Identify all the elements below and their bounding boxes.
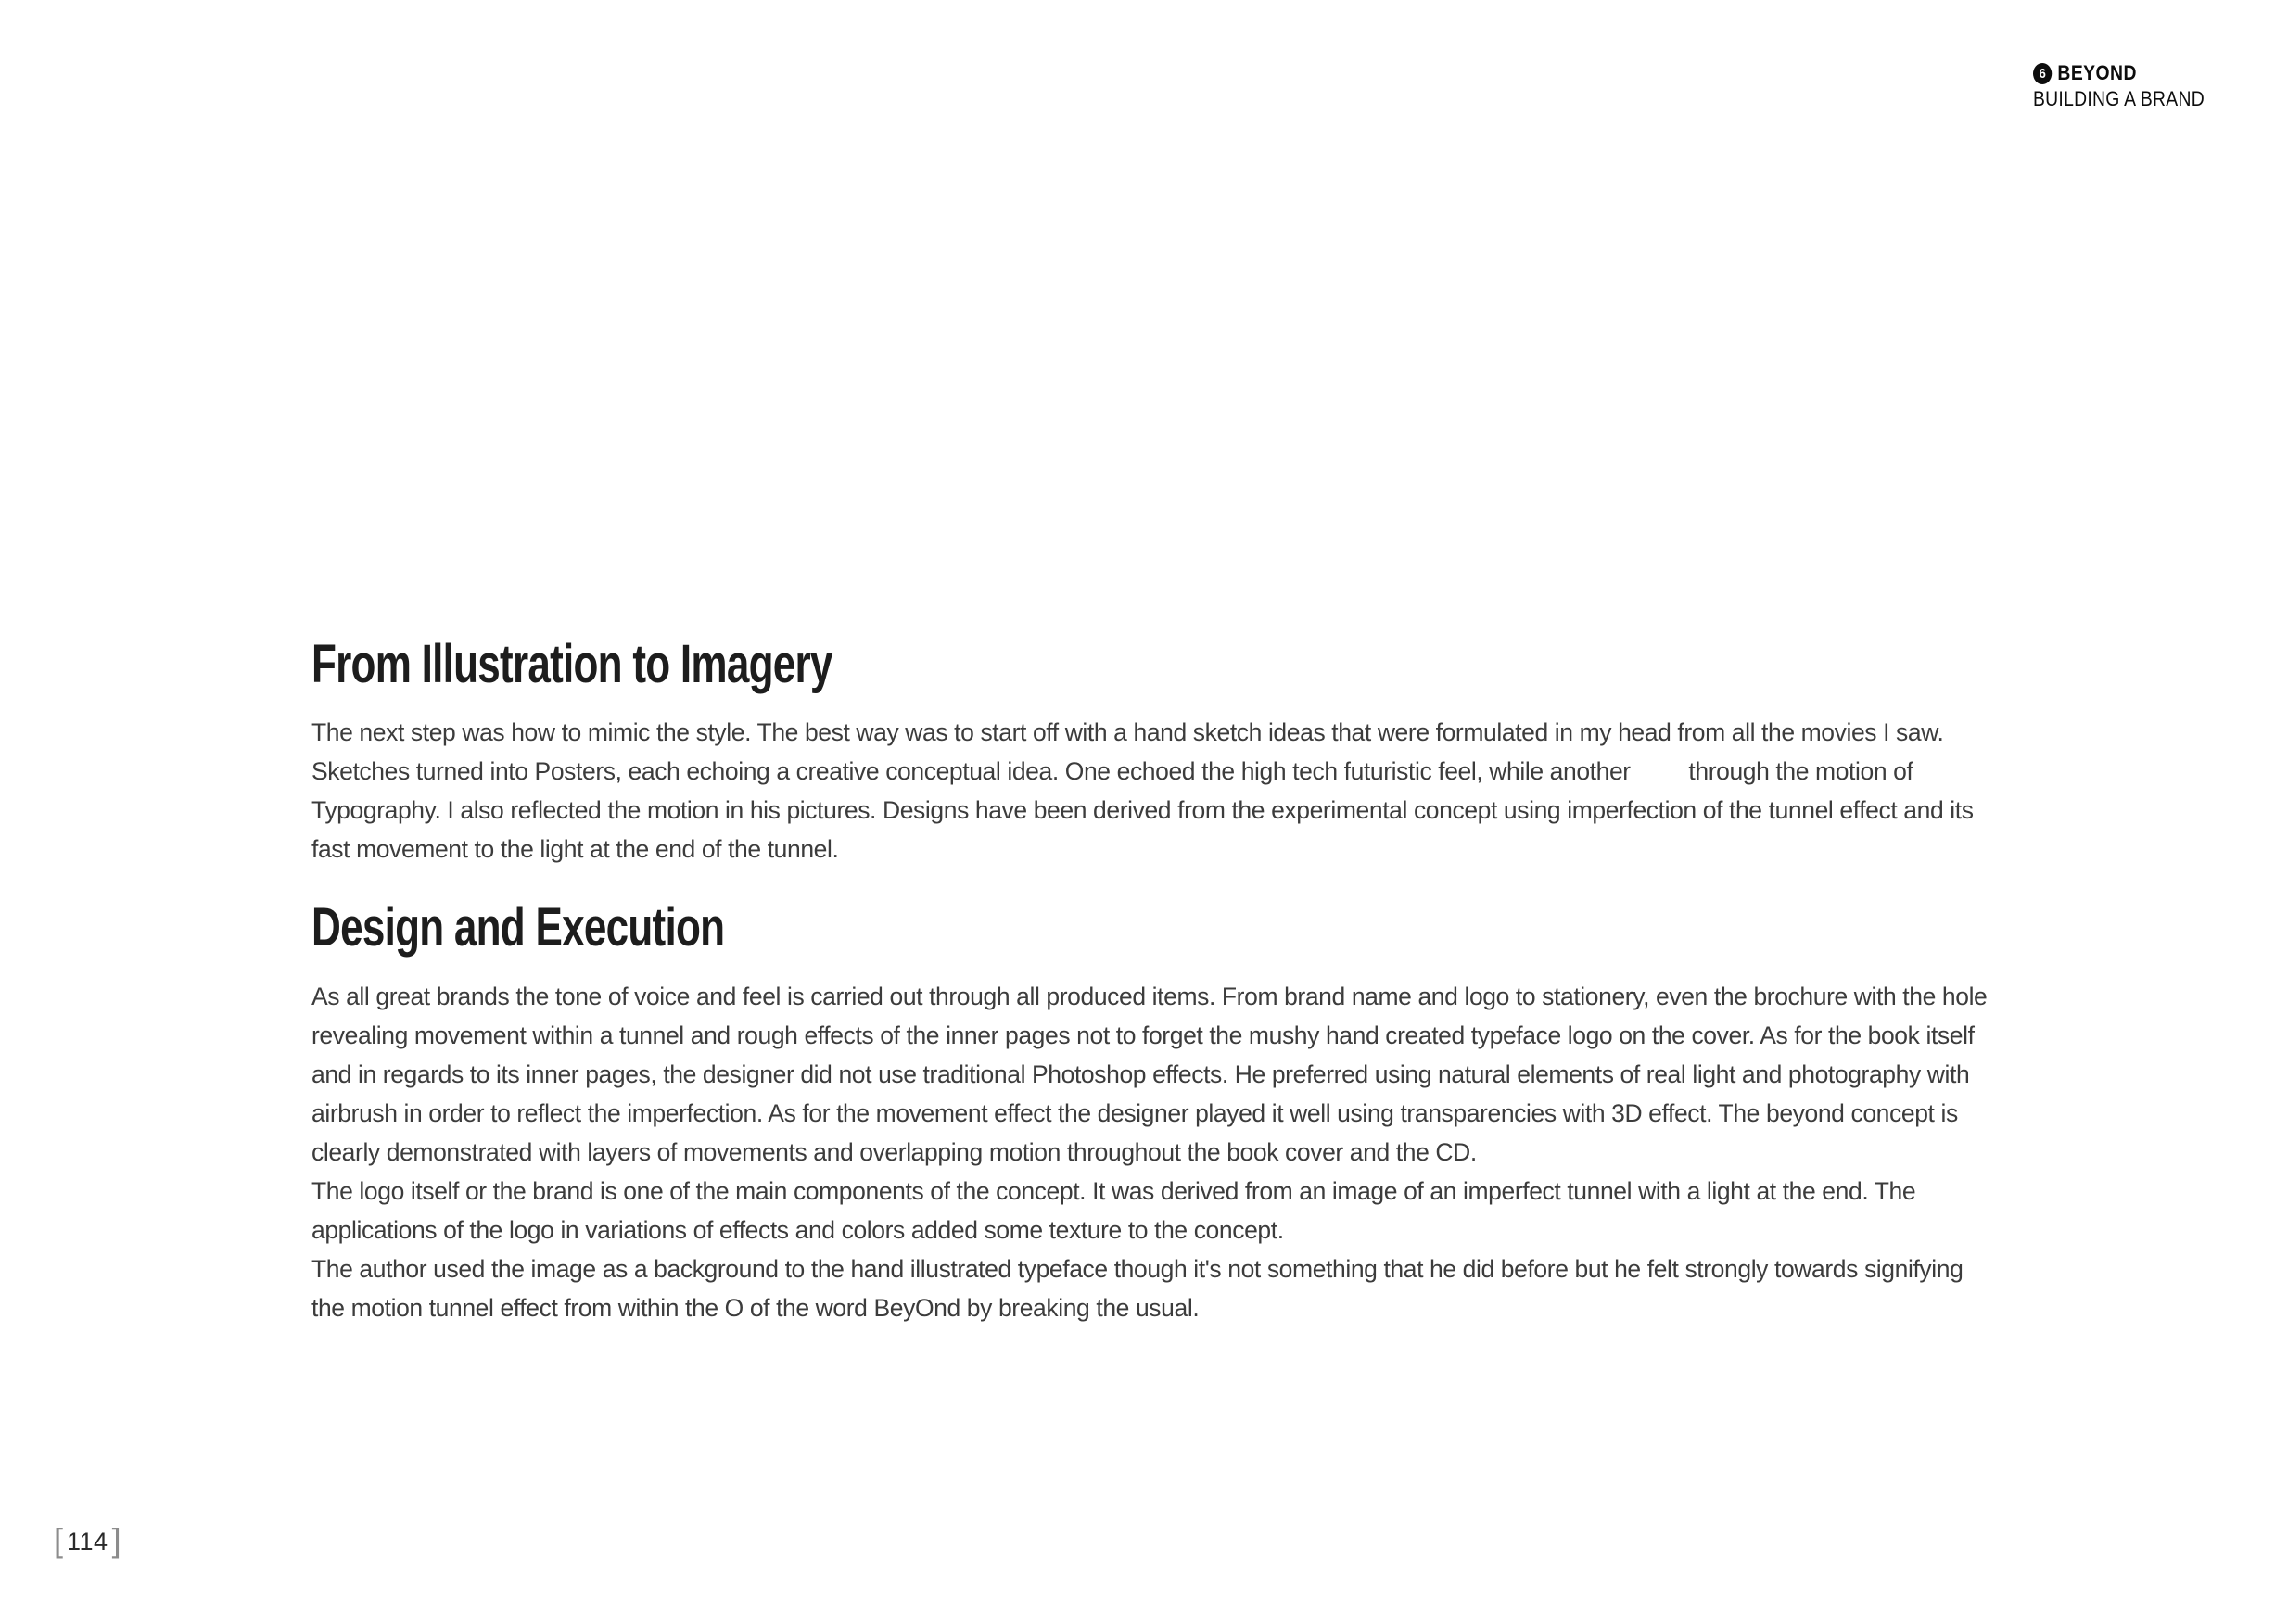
body-line: fast movement to the light at the end of the tunnel. bbox=[311, 835, 839, 863]
brand-name: BEYOND bbox=[2057, 61, 2137, 84]
brand-tagline: BUILDING A BRAND bbox=[2033, 87, 2205, 110]
numbered-circle-badge-icon: 6 bbox=[2033, 63, 2052, 84]
paragraph-illustration-to-imagery bbox=[311, 713, 1974, 869]
section-heading-illustration-to-imagery: From Illustration to Imagery bbox=[311, 634, 832, 694]
paragraph-design-and-execution bbox=[311, 977, 1987, 1327]
body-line: Sketches turned into Posters, each echoing a creative conceptual idea. One echoed the high tech futuristic feel, while another through the motion of bbox=[311, 757, 1913, 785]
body-line: As all great brands the tone of voice and feel is carried out through all produced items. From brand name and logo to stationery, even the brochure with the hole bbox=[311, 983, 1988, 1010]
page-number bbox=[54, 1521, 121, 1559]
body-line: The logo itself or the brand is one of the main components of the concept. It was derived from an image of an imperfect tunnel with a light at the end. The bbox=[311, 1177, 1916, 1205]
body-line: airbrush in order to reflect the imperfection. As for the movement effect the designer played it well using transparencies with 3D effect. The beyond concept is bbox=[311, 1099, 1958, 1127]
page-number-right-bracket: ] bbox=[111, 1521, 121, 1559]
body-line: clearly demonstrated with layers of movements and overlapping motion throughout the book cover and the CD. bbox=[311, 1138, 1477, 1166]
body-line: and in regards to its inner pages, the designer did not use traditional Photoshop effects. He preferred using natural elements of real light and photography with bbox=[311, 1060, 1970, 1088]
page-number-value: 114 bbox=[67, 1527, 108, 1555]
body-line: The next step was how to mimic the style. The best way was to start off with a hand sketch ideas that were formulated in my head from all the movies I saw. bbox=[311, 718, 1944, 746]
brand-logo bbox=[2033, 61, 2205, 111]
page-number-left-bracket: [ bbox=[54, 1521, 64, 1559]
brand-logo-top-row bbox=[2033, 61, 2205, 85]
body-line: The author used the image as a background to the hand illustrated typeface though it's not something that he did before but he felt strongly towards signifying bbox=[311, 1255, 1964, 1283]
body-line: Typography. I also reflected the motion in his pictures. Designs have been derived from the experimental concept using imperfection of the tunnel effect and its bbox=[311, 796, 1974, 824]
section-heading-design-and-execution: Design and Execution bbox=[311, 897, 725, 958]
body-line: the motion tunnel effect from within the O of the word BeyOnd by breaking the usual. bbox=[311, 1294, 1200, 1322]
body-line: revealing movement within a tunnel and rough effects of the inner pages not to forget the mushy hand created typeface logo on the cover. As for the book itself bbox=[311, 1021, 1975, 1049]
body-line: applications of the logo in variations of effects and colors added some texture to the concept. bbox=[311, 1216, 1284, 1244]
